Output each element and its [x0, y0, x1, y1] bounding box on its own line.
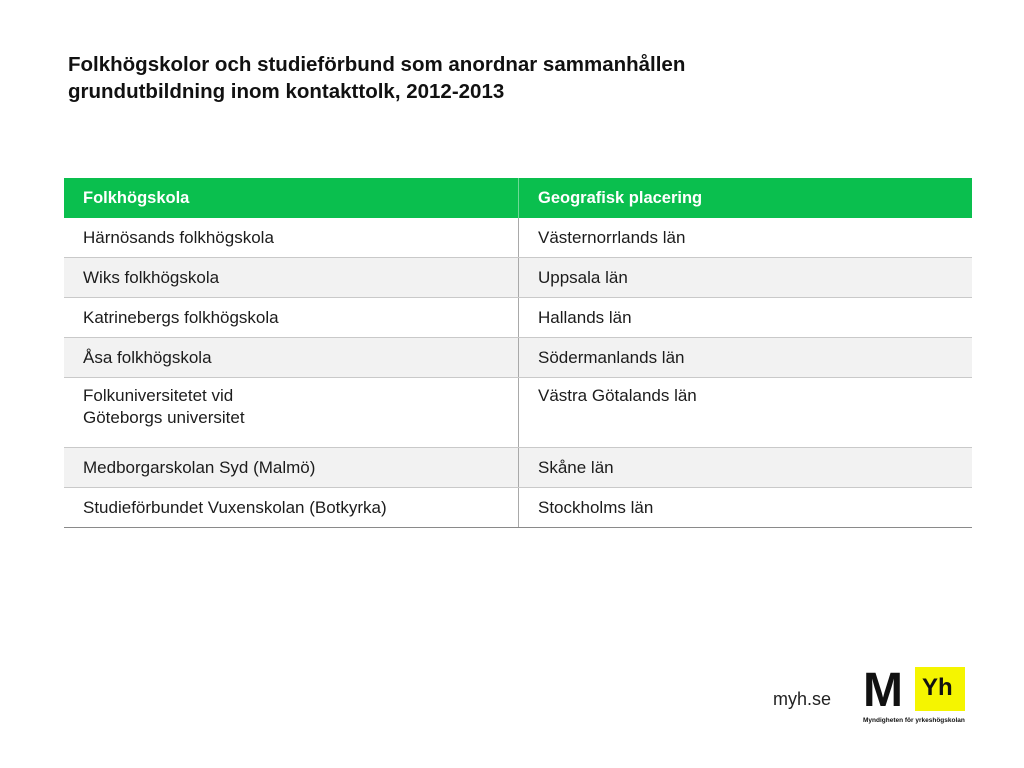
column-header-school: Folkhögskola: [64, 178, 519, 218]
table-header-row: [64, 178, 972, 218]
school-cell: [64, 258, 519, 298]
school-name-line-1: Folkuniversitetet vid: [83, 386, 234, 405]
table-row: [64, 258, 972, 298]
page-title-line-1: Folkhögskolor och studieförbund som anordnar sammanhållen: [68, 53, 686, 76]
table-row: [64, 488, 972, 528]
school-name: Medborgarskolan Syd (Malmö): [83, 457, 316, 477]
table-row: [64, 378, 972, 448]
logo-subtitle: Myndigheten för yrkeshögskolan: [863, 717, 965, 724]
school-name: Studieförbundet Vuxenskolan (Botkyrka): [83, 497, 387, 517]
footer-url: myh.se: [773, 689, 832, 709]
myh-logo: [863, 664, 969, 729]
school-cell: [64, 488, 519, 528]
page-title: [68, 51, 848, 105]
location-cell: Uppsala län: [519, 258, 973, 298]
location-cell: Västra Götalands län: [519, 378, 973, 448]
school-cell: [64, 298, 519, 338]
table-row: [64, 338, 972, 378]
school-cell: [64, 378, 519, 448]
table-row: [64, 218, 972, 258]
school-name: Katrinebergs folkhögskola: [83, 307, 279, 327]
location-cell: Skåne län: [519, 448, 973, 488]
location-cell: Stockholms län: [519, 488, 973, 528]
location-cell: Västernorrlands län: [519, 218, 973, 258]
school-name: Wiks folkhögskola: [83, 267, 220, 287]
page-title-line-2: grundutbildning inom kontakttolk, 2012-2013: [68, 80, 505, 103]
table-row: [64, 448, 972, 488]
school-name: Härnösands folkhögskola: [83, 227, 274, 247]
logo-letter-m: M: [863, 664, 901, 717]
logo-yh-badge: [915, 667, 965, 711]
schools-table: [64, 178, 972, 528]
logo-yh-text: Yh: [922, 674, 953, 701]
location-cell: Hallands län: [519, 298, 973, 338]
location-cell: Södermanlands län: [519, 338, 973, 378]
school-cell: [64, 448, 519, 488]
school-cell: [64, 218, 519, 258]
school-name-line-2: Göteborgs universitet: [83, 408, 245, 427]
column-header-location: Geografisk placering: [519, 178, 973, 218]
table-row: [64, 298, 972, 338]
school-name: Åsa folkhögskola: [83, 347, 212, 367]
school-cell: [64, 338, 519, 378]
